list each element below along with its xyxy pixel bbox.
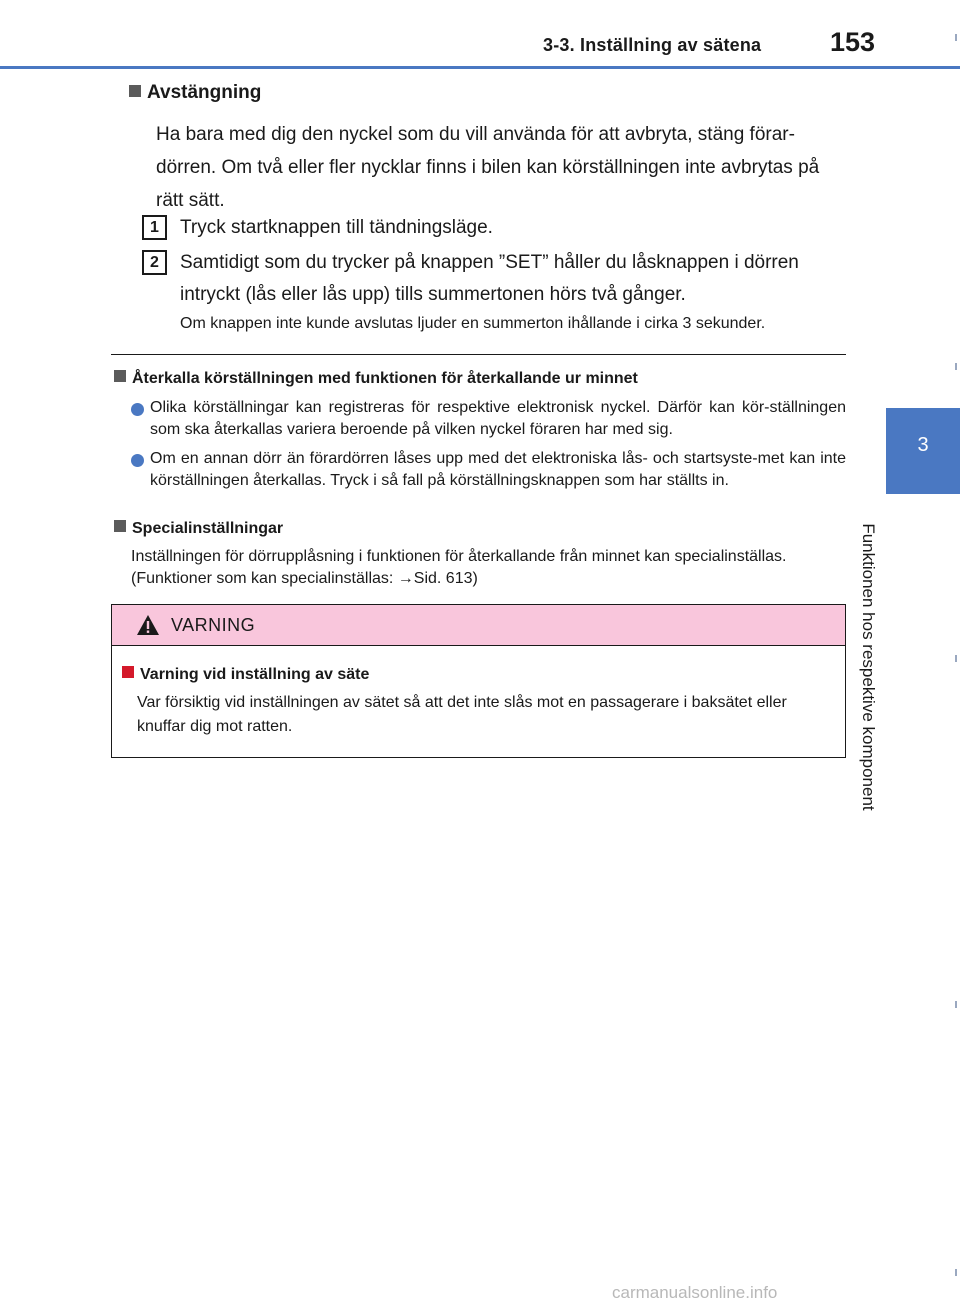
warning-header: [112, 605, 845, 646]
warning-heading: [122, 666, 369, 684]
step-number-badge: 1: [142, 215, 167, 240]
section-title: 3-3. Inställning av sätena: [543, 35, 762, 55]
header-rule: [0, 66, 960, 69]
warning-box: [111, 604, 846, 758]
chapter-number: 3: [917, 434, 929, 456]
step-2: [150, 247, 850, 311]
square-bullet-icon: [129, 85, 141, 97]
special-settings-text: Inställningen för dörrupplåsning i funktionen för återkallande från minnet kan specialinställas. (Funktioner som kan specialinställas: →Sid. 613): [131, 548, 787, 587]
page-number: 153: [830, 27, 876, 57]
warning-title: VARNING: [171, 615, 256, 635]
list-item: [150, 448, 846, 492]
heading-text: Specialinställningar: [132, 520, 284, 537]
step-number-badge: 2: [142, 250, 167, 275]
section-heading-specialinstallningar: [114, 520, 283, 538]
edge-tick: [955, 1001, 957, 1008]
step-1: [150, 212, 850, 244]
heading-text: Avstängning: [147, 82, 262, 103]
square-bullet-icon: [114, 370, 126, 382]
chapter-label: Funktionen hos respektive komponent: [859, 523, 878, 811]
bullet-text: Om en annan dörr än förardörren låses upp med det elektroniska lås- och startsyste-met kan inte körställningen återkallas. Tryck i så fall på körställningsknappen som har ställts in.: [150, 450, 846, 489]
heading-text: Återkalla körställningen med funktionen för återkallande ur minnet: [132, 370, 638, 387]
square-bullet-icon: [122, 666, 134, 678]
section-heading-aterkalla: [114, 370, 638, 388]
step-note: Om knappen inte kunde avslutas ljuder en summerton ihållande i cirka 3 sekunder.: [180, 315, 766, 332]
bullet-text: Olika körställningar kan registreras för respektive elektronisk nyckel. Därför kan kör-ställningen som ska återkallas variera beroende på vilken nyckel föraren har med sig.: [150, 399, 846, 438]
warning-text: Var försiktig vid inställningen av sätet så att det inte slås mot en passagerare i baksätet eller knuffar dig mot ratten.: [137, 694, 787, 735]
step-text: Tryck startknappen till tändningsläge.: [180, 217, 493, 238]
step-text: Samtidigt som du trycker på knappen ”SET” håller du låsknappen i dörren intryckt (lås eller lås upp) tills summertonen hörs två gånger.: [180, 252, 799, 305]
round-bullet-icon: [131, 403, 144, 416]
list-item: [150, 397, 846, 441]
heading-text: Varning vid inställning av säte: [140, 666, 370, 683]
edge-tick: [955, 1269, 957, 1276]
watermark: carmanualsonline.info: [612, 1283, 778, 1302]
section-heading-avstangning: [129, 82, 261, 104]
round-bullet-icon: [131, 454, 144, 467]
page-header: [0, 0, 960, 70]
warning-triangle-icon: [136, 614, 160, 636]
edge-tick: [955, 34, 957, 41]
edge-tick: [955, 655, 957, 662]
intro-paragraph: Ha bara med dig den nyckel som du vill använda för att avbryta, stäng förar-dörren. Om två eller fler nycklar finns i bilen kan körställningen inte avbrytas på rätt sätt.: [156, 124, 820, 211]
section-divider: [111, 354, 846, 355]
chapter-tab: [886, 408, 960, 494]
edge-tick: [955, 363, 957, 370]
square-bullet-icon: [114, 520, 126, 532]
